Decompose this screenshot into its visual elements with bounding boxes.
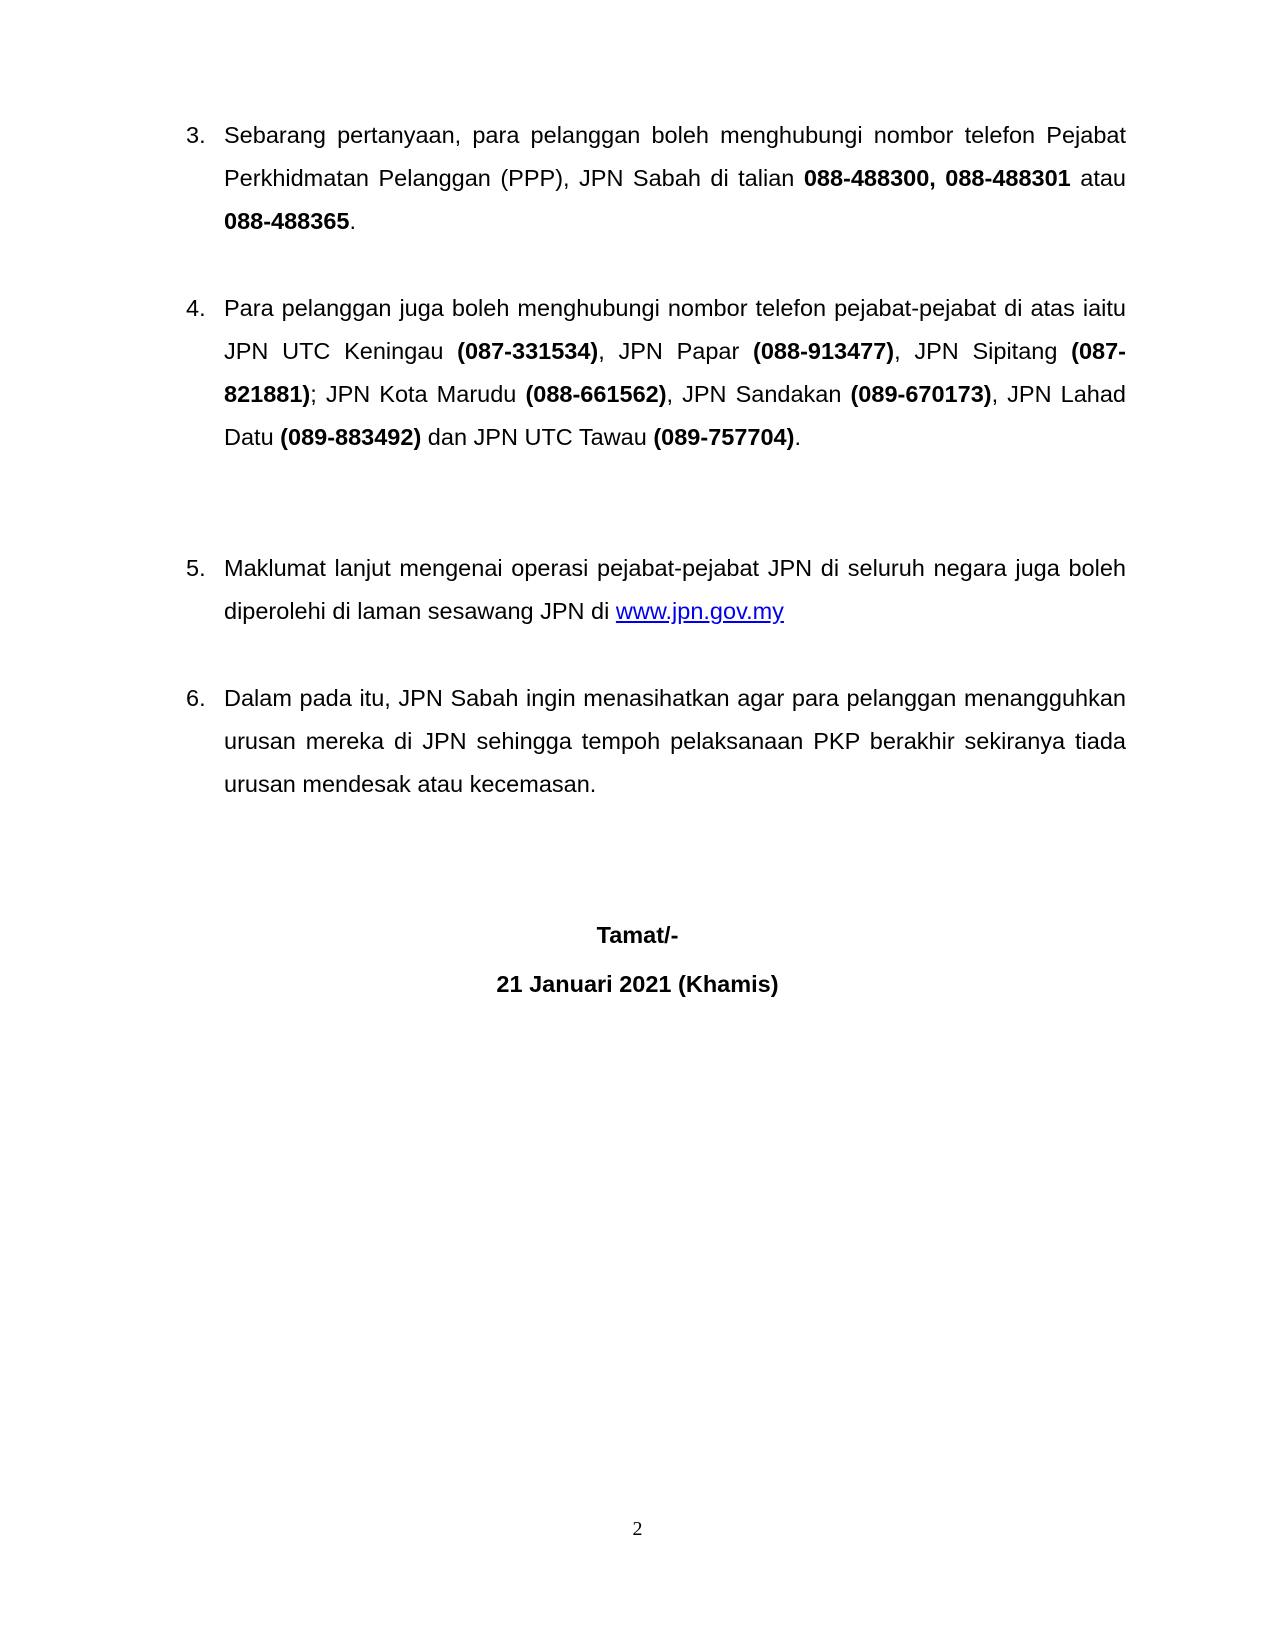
paragraph-text: . xyxy=(349,208,356,234)
paragraph-text: Para pelanggan juga boleh menghubungi nombor telefon pejabat-pejabat di atas iaitu JPN UTC Keningau xyxy=(224,295,1126,364)
phone-number: 088-488300, 088-488301 xyxy=(803,165,1071,191)
paragraph-number: 5. xyxy=(186,555,206,581)
paragraph-4 xyxy=(186,287,1126,459)
closing-tamat: Tamat/- xyxy=(596,922,679,948)
paragraph-text: ; JPN Kota Marudu xyxy=(310,381,526,407)
jpn-website-link[interactable]: www.jpn.gov.my xyxy=(615,598,784,624)
paragraph-number: 3. xyxy=(186,122,206,148)
phone-number: (087-331534) xyxy=(457,338,599,364)
paragraph-6 xyxy=(186,677,1126,806)
paragraph-text: Dalam pada itu, JPN Sabah ingin menasihatkan agar para pelanggan menangguhkan urusan mereka di JPN sehingga tempoh pelaksanaan PKP berakhir sekiranya tiada urusan mendesak atau kecemasan. xyxy=(224,685,1126,797)
paragraph-text: dan JPN UTC Tawau xyxy=(421,424,654,450)
paragraph-number: 6. xyxy=(186,685,206,711)
phone-number: (089-757704) xyxy=(653,424,795,450)
paragraph-3 xyxy=(186,114,1126,243)
paragraph-number: 4. xyxy=(186,295,206,321)
phone-number: (088-913477) xyxy=(753,338,895,364)
paragraph-text: , JPN Papar xyxy=(598,338,754,364)
paragraph-5 xyxy=(186,547,1126,633)
page-number: 2 xyxy=(632,1518,643,1540)
closing-date: 21 Januari 2021 (Khamis) xyxy=(496,971,779,997)
paragraph-text: , JPN Sandakan xyxy=(666,381,851,407)
paragraph-body xyxy=(224,547,1126,633)
paragraph-text: , JPN Sipitang xyxy=(894,338,1072,364)
paragraph-body xyxy=(224,114,1126,243)
phone-number: (087-821881) xyxy=(224,338,1126,407)
paragraph-body xyxy=(224,287,1126,459)
paragraph-text: . xyxy=(794,424,801,450)
paragraph-body xyxy=(224,677,1126,806)
phone-number: 088-488365 xyxy=(224,208,350,234)
phone-number: (088-661562) xyxy=(525,381,667,407)
paragraph-text: Maklumat lanjut mengenai operasi pejabat-pejabat JPN di seluruh negara juga boleh diperolehi di laman sesawang JPN di xyxy=(224,555,1126,624)
phone-number: (089-670173) xyxy=(850,381,992,407)
paragraph-text: atau xyxy=(1070,165,1126,191)
paragraph-text: , JPN Lahad Datu xyxy=(224,381,1126,450)
paragraph-text: Sebarang pertanyaan, para pelanggan boleh menghubungi nombor telefon Pejabat Perkhidmatan Pelanggan (PPP), JPN Sabah di talian xyxy=(224,122,1126,191)
phone-number: (089-883492) xyxy=(280,424,422,450)
